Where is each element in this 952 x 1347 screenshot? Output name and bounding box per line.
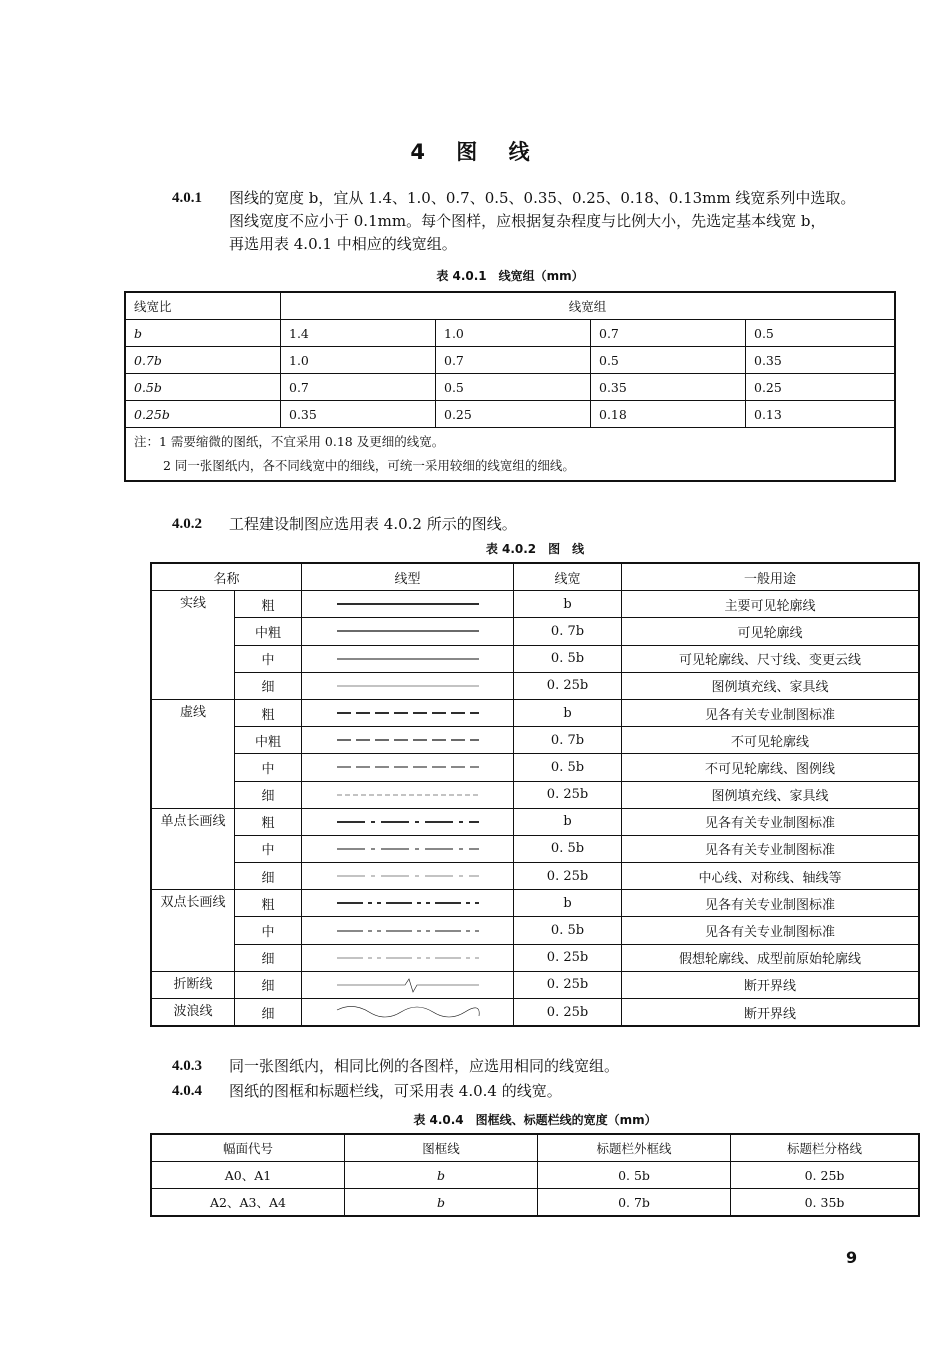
line-sample-solid: [333, 651, 483, 667]
value-cell: 0.7: [436, 347, 591, 374]
table-row: [151, 645, 919, 672]
clause-line-2: 图线宽度不应小于 0.1mm。每个图样，应根据复杂程度与比例大小，先选定基本线宽 b，: [229, 212, 826, 230]
line-sample-cell: [302, 944, 514, 971]
clause-text: 同一张图纸内，相同比例的各图样，应选用相同的线宽组。: [229, 1057, 620, 1075]
value-cell: 0.5: [436, 374, 591, 401]
ratio-cell: 0.7b: [125, 347, 281, 374]
table-row: [151, 917, 919, 944]
line-usage-cell: 见各有关专业制图标准: [622, 699, 920, 726]
line-width-cell: b: [514, 699, 622, 726]
line-sample-solid: [333, 678, 483, 694]
header-width: 线宽: [514, 563, 622, 591]
line-sample-cell: [302, 699, 514, 726]
line-group-name: 折断线: [151, 971, 235, 998]
line-sample-cell: [302, 591, 514, 618]
header-group: 线宽组: [281, 292, 896, 320]
line-sub-name: 粗: [235, 699, 302, 726]
line-sub-name: 细: [235, 971, 302, 998]
table-row: [151, 699, 919, 726]
line-sample-cell: [302, 618, 514, 645]
header-ratio: 线宽比: [125, 292, 281, 320]
line-sample-cell: [302, 808, 514, 835]
header-title-division: 标题栏分格线: [731, 1134, 920, 1162]
line-sample-cell: [302, 917, 514, 944]
line-usage-cell: 可见轮廓线、尺寸线、变更云线: [622, 645, 920, 672]
line-sub-name: 中: [235, 835, 302, 862]
note-line-1: 注：1 需要缩微的图纸，不宜采用 0.18 及更细的线宽。: [134, 434, 445, 449]
page-title: 4 图 线: [410, 140, 542, 164]
line-width-cell: 0. 25b: [514, 863, 622, 890]
line-sample-dash: [333, 759, 483, 775]
line-usage-cell: 图例填充线、家具线: [622, 781, 920, 808]
header-usage: 一般用途: [622, 563, 920, 591]
line-width-cell: 0. 7b: [514, 618, 622, 645]
line-width-cell: b: [514, 808, 622, 835]
sheet-code-cell: A2、A3、A4: [151, 1189, 345, 1217]
line-sample-dashdotdot: [333, 923, 483, 939]
value-cell: 0.35: [746, 347, 896, 374]
line-usage-cell: 主要可见轮廓线: [622, 591, 920, 618]
table-row: [151, 754, 919, 781]
line-usage-cell: 见各有关专业制图标准: [622, 808, 920, 835]
clause-text: 图纸的图框和标题栏线，可采用表 4.0.4 的线宽。: [229, 1082, 562, 1100]
line-sample-dash: [333, 705, 483, 721]
ratio-cell: 0.25b: [125, 401, 281, 428]
clause-line-1: 图线的宽度 b，宜从 1.4、1.0、0.7、0.5、0.35、0.25、0.18、0.13mm 线宽系列中选取。: [229, 189, 856, 207]
line-sub-name: 粗: [235, 890, 302, 917]
line-sub-name: 中: [235, 754, 302, 781]
line-sample-cell: [302, 672, 514, 699]
line-sample-cell: [302, 835, 514, 862]
value-cell: 0. 7b: [538, 1189, 731, 1217]
line-sample-dash: [333, 732, 483, 748]
value-cell: 1.0: [281, 347, 436, 374]
table-row: [125, 401, 895, 428]
value-cell: b: [345, 1189, 538, 1217]
line-usage-cell: 假想轮廓线、成型前原始轮廓线: [622, 944, 920, 971]
line-sample-cell: [302, 727, 514, 754]
table-row: [125, 320, 895, 347]
line-group-name: 单点长画线: [151, 808, 235, 890]
value-cell: 0.5: [746, 320, 896, 347]
table-row: [151, 999, 919, 1027]
header-name: 名称: [151, 563, 302, 591]
line-width-cell: 0. 5b: [514, 645, 622, 672]
line-sample-cell: [302, 890, 514, 917]
table-row: [151, 618, 919, 645]
table-row: [151, 781, 919, 808]
line-sub-name: 中: [235, 645, 302, 672]
table-4-0-2: [150, 562, 920, 1027]
page-number: 9: [846, 1248, 858, 1267]
line-sample-cell: [302, 781, 514, 808]
clause-line-3: 再选用表 4.0.1 中相应的线宽组。: [229, 235, 457, 253]
table-4-0-4-caption: 表 4.0.4 图框线、标题栏线的宽度（mm）: [413, 1113, 657, 1127]
value-cell: 0.18: [591, 401, 746, 428]
table-row: [151, 863, 919, 890]
line-width-cell: 0. 25b: [514, 672, 622, 699]
line-sample-wave: [333, 1004, 483, 1020]
line-usage-cell: 不可见轮廓线、图例线: [622, 754, 920, 781]
value-cell: 0.7: [591, 320, 746, 347]
line-sample-solid: [333, 596, 483, 612]
value-cell: 0.7: [281, 374, 436, 401]
clause-text: 工程建设制图应选用表 4.0.2 所示的图线。: [229, 515, 517, 533]
value-cell: 0.25: [436, 401, 591, 428]
table-4-0-1-caption: 表 4.0.1 线宽组（mm）: [436, 269, 584, 283]
line-width-cell: b: [514, 890, 622, 917]
note-line-2: 2 同一张图纸内，各不同线宽中的细线，可统一采用较细的线宽组的细线。: [163, 458, 575, 473]
line-group-name: 虚线: [151, 699, 235, 808]
value-cell: 0.13: [746, 401, 896, 428]
line-sample-dashdot: [333, 814, 483, 830]
sheet-code-cell: A0、A1: [151, 1162, 345, 1189]
line-width-cell: 0. 5b: [514, 754, 622, 781]
line-width-cell: b: [514, 591, 622, 618]
line-width-cell: 0. 25b: [514, 781, 622, 808]
table-row: [151, 1162, 919, 1189]
table-row: [151, 591, 919, 618]
table-4-0-4: [150, 1133, 920, 1217]
clause-number: 4.0.1: [172, 190, 202, 206]
value-cell: 0. 35b: [731, 1189, 920, 1217]
line-width-cell: 0. 7b: [514, 727, 622, 754]
clause-4-0-1: [0, 187, 952, 257]
ratio-cell: 0.5b: [125, 374, 281, 401]
line-width-cell: 0. 5b: [514, 835, 622, 862]
value-cell: 1.0: [436, 320, 591, 347]
clause-number: 4.0.2: [172, 516, 202, 532]
line-sub-name: 中粗: [235, 618, 302, 645]
clause-4-0-3-4: [0, 1055, 952, 1103]
table-row: [151, 727, 919, 754]
line-usage-cell: 可见轮廓线: [622, 618, 920, 645]
line-sample-break: [333, 977, 483, 993]
clause-4-0-2: [0, 513, 952, 537]
value-cell: 0.5: [591, 347, 746, 374]
line-group-name: 双点长画线: [151, 890, 235, 972]
table-row: [151, 1189, 919, 1217]
table-row: [151, 672, 919, 699]
line-width-cell: 0. 25b: [514, 971, 622, 998]
line-sub-name: 细: [235, 863, 302, 890]
table-note: [125, 428, 895, 482]
table-row: [151, 890, 919, 917]
line-usage-cell: 图例填充线、家具线: [622, 672, 920, 699]
line-sub-name: 细: [235, 672, 302, 699]
line-sub-name: 细: [235, 999, 302, 1027]
line-sub-name: 细: [235, 944, 302, 971]
header-title-outer: 标题栏外框线: [538, 1134, 731, 1162]
value-cell: 0.35: [591, 374, 746, 401]
table-4-0-2-caption: 表 4.0.2 图 线: [485, 542, 585, 556]
line-usage-cell: 不可见轮廓线: [622, 727, 920, 754]
line-sample-cell: [302, 863, 514, 890]
line-sample-dashdotdot: [333, 895, 483, 911]
line-sub-name: 细: [235, 781, 302, 808]
value-cell: 0. 5b: [538, 1162, 731, 1189]
header-frame-line: 图框线: [345, 1134, 538, 1162]
line-usage-cell: 断开界线: [622, 999, 920, 1027]
line-usage-cell: 见各有关专业制图标准: [622, 917, 920, 944]
table-row: [125, 374, 895, 401]
line-sample-dashdot: [333, 841, 483, 857]
value-cell: b: [345, 1162, 538, 1189]
line-width-cell: 0. 5b: [514, 917, 622, 944]
clause-number: 4.0.3: [172, 1058, 202, 1074]
line-usage-cell: 断开界线: [622, 971, 920, 998]
line-group-name: 波浪线: [151, 999, 235, 1027]
line-sample-dash-fine: [333, 787, 483, 803]
header-sheet-code: 幅面代号: [151, 1134, 345, 1162]
table-4-0-1: [124, 291, 896, 482]
value-cell: 0.25: [746, 374, 896, 401]
table-row: [151, 835, 919, 862]
line-usage-cell: 中心线、对称线、轴线等: [622, 863, 920, 890]
line-sample-dashdotdot: [333, 950, 483, 966]
table-row: [125, 347, 895, 374]
line-sub-name: 粗: [235, 591, 302, 618]
line-sample-dashdot: [333, 868, 483, 884]
header-linetype: 线型: [302, 563, 514, 591]
table-row: [151, 971, 919, 998]
line-width-cell: 0. 25b: [514, 944, 622, 971]
line-width-cell: 0. 25b: [514, 999, 622, 1027]
ratio-cell: b: [125, 320, 281, 347]
line-sample-solid: [333, 623, 483, 639]
line-sub-name: 粗: [235, 808, 302, 835]
line-usage-cell: 见各有关专业制图标准: [622, 835, 920, 862]
line-sub-name: 中粗: [235, 727, 302, 754]
line-group-name: 实线: [151, 591, 235, 700]
line-sample-cell: [302, 754, 514, 781]
value-cell: 0.35: [281, 401, 436, 428]
line-sub-name: 中: [235, 917, 302, 944]
table-row: [151, 808, 919, 835]
line-usage-cell: 见各有关专业制图标准: [622, 890, 920, 917]
line-sample-cell: [302, 645, 514, 672]
value-cell: 0. 25b: [731, 1162, 920, 1189]
table-row: [151, 944, 919, 971]
value-cell: 1.4: [281, 320, 436, 347]
line-sample-cell: [302, 999, 514, 1027]
clause-number: 4.0.4: [172, 1083, 202, 1099]
line-sample-cell: [302, 971, 514, 998]
